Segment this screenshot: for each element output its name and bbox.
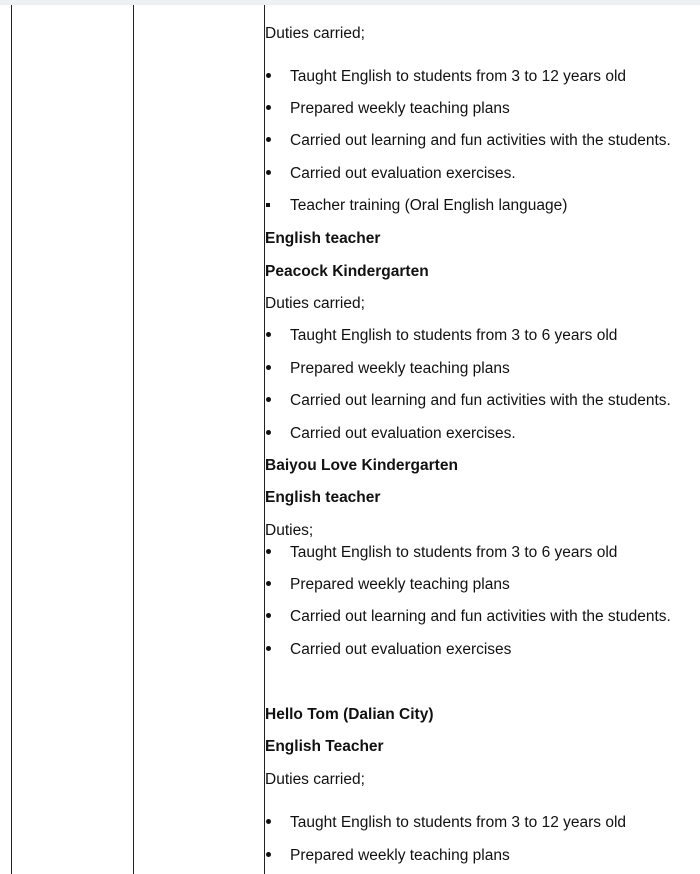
employer-name: Peacock Kindergarten: [265, 263, 429, 280]
job-title: English teacher: [265, 230, 381, 247]
bullet-icon: [266, 170, 271, 175]
bullet-icon: [266, 613, 271, 618]
duties-label: Duties;: [265, 522, 314, 539]
bullet-icon: [266, 105, 271, 110]
top-bar: [0, 0, 700, 5]
bullet-icon: [266, 549, 271, 554]
bullet-icon: [266, 581, 271, 586]
bullet-icon: [266, 397, 271, 402]
job-title: English teacher: [265, 489, 381, 506]
bullet-icon: [266, 430, 271, 435]
bullet-icon: [266, 203, 270, 207]
bullet-icon: [266, 646, 271, 651]
duties-label: Duties carried;: [265, 295, 365, 312]
bullet-icon: [266, 73, 271, 78]
duties-label: Duties carried;: [265, 25, 365, 42]
bullet-icon: [266, 137, 271, 142]
job-title: English Teacher: [265, 738, 384, 755]
bullet-icon: [266, 332, 271, 337]
bullet-icon: [266, 852, 271, 857]
employer-name: Hello Tom (Dalian City): [265, 706, 434, 723]
employer-name: Baiyou Love Kindergarten: [265, 457, 458, 474]
duties-label: Duties carried;: [265, 771, 365, 788]
table-border-left: [11, 5, 12, 874]
table-border-middle: [133, 5, 134, 874]
bullet-icon: [266, 819, 271, 824]
bullet-icon: [266, 365, 271, 370]
